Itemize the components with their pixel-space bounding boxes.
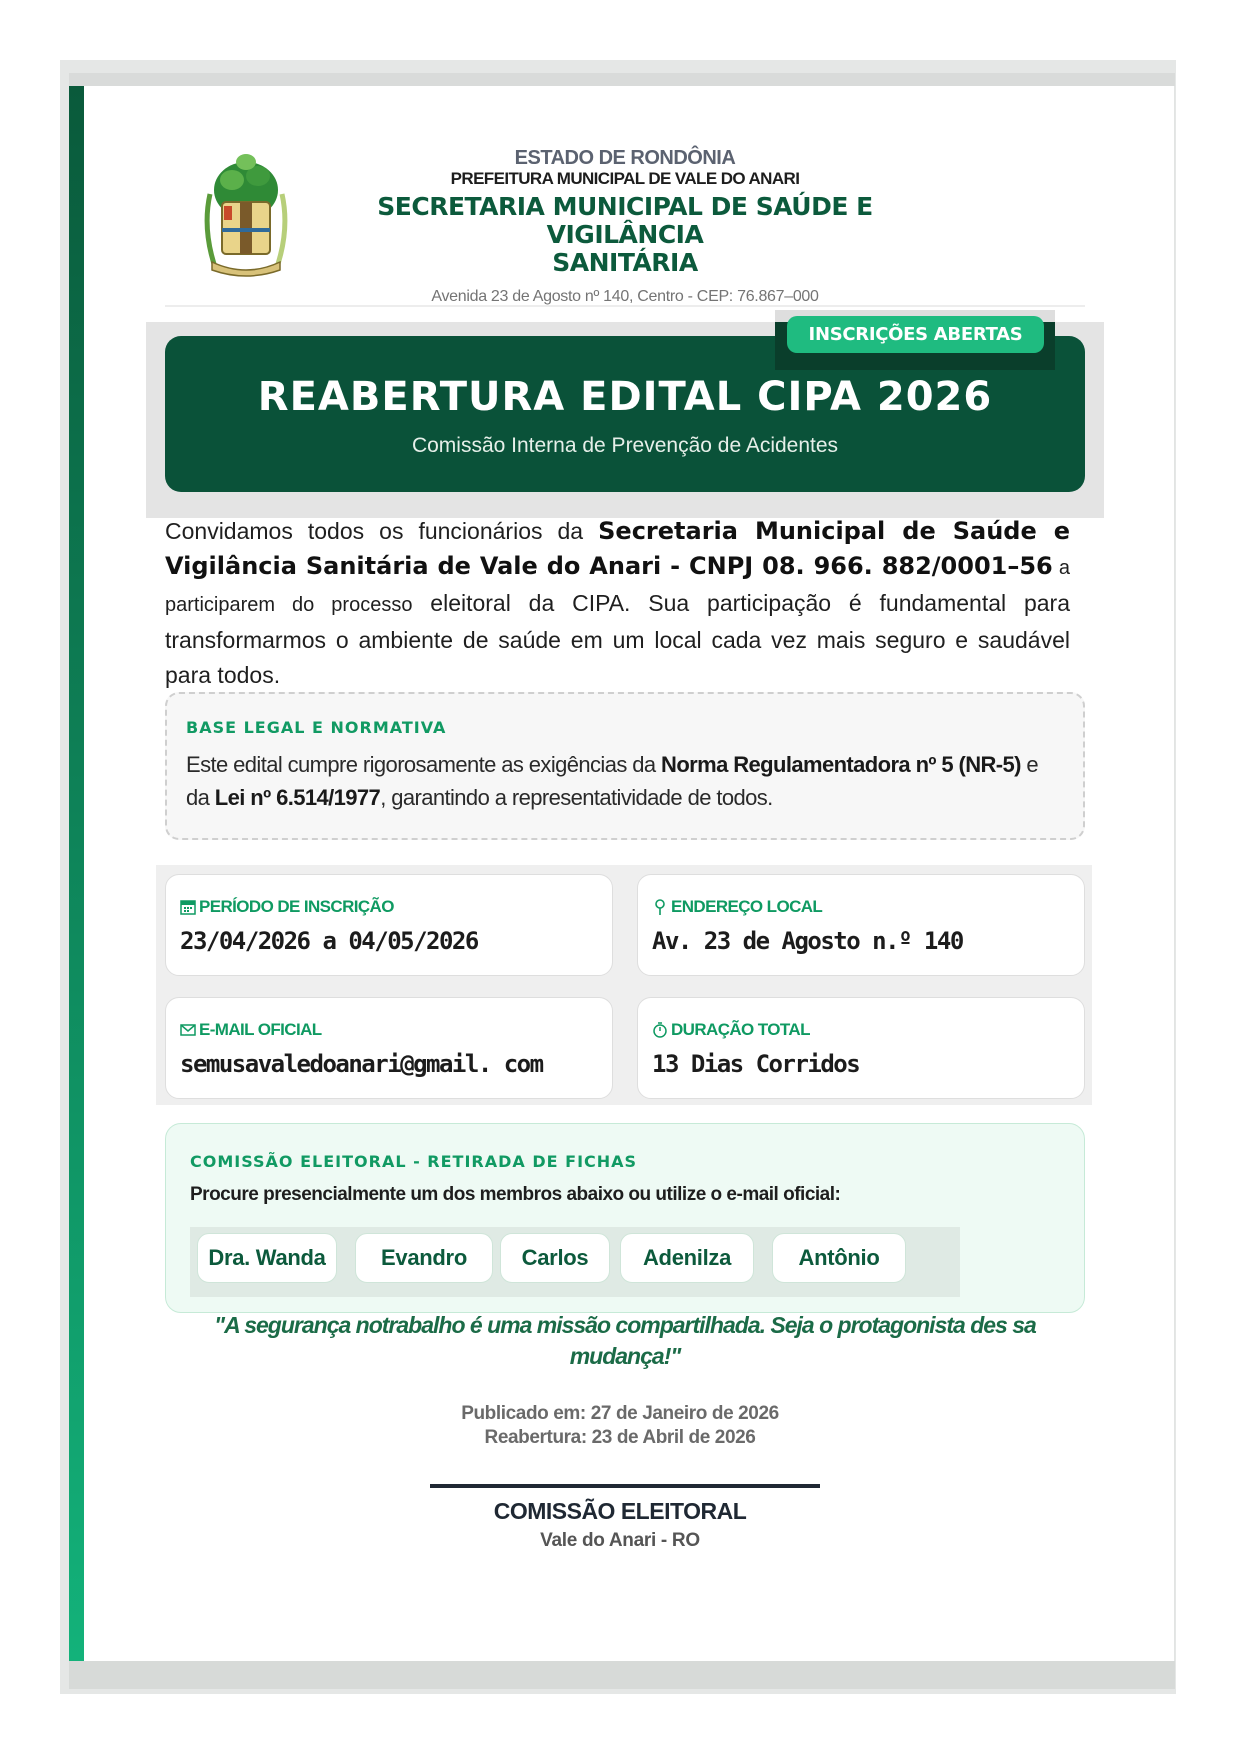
duration-label: DURAÇÃO TOTAL (671, 1020, 810, 1039)
calendar-icon (180, 899, 196, 915)
legal-law: Lei nº 6.514/1977 (214, 785, 381, 810)
signature-name: COMISSÃO ELEITORAL (493, 1498, 747, 1524)
map-pin-icon (652, 899, 668, 915)
member-pill: Antônio (772, 1233, 906, 1283)
email-value: semusavaledoanari@gmail. com (180, 1050, 543, 1078)
member-pill: Carlos (500, 1233, 610, 1283)
envelope-icon (180, 1022, 196, 1038)
member-list (190, 1227, 960, 1297)
duration-value: 13 Dias Corridos (652, 1050, 860, 1078)
intro-lead: Convidamos todos os funcionários da (165, 518, 599, 544)
legal-text (186, 748, 1046, 814)
commission-instruction: Procure presencialmente um dos membros abaixo ou utilize o e-mail oficial: (190, 1184, 841, 1205)
banner-subtitle: Comissão Interna de Prevenção de Acidentes (411, 434, 839, 457)
reopening-date: Reabertura: 23 de Abril de 2026 (484, 1427, 756, 1448)
publication-dates (380, 1402, 860, 1450)
period-label: PERÍODO DE INSCRIÇÃO (199, 897, 394, 916)
state-name: ESTADO DE RONDÔNIA (514, 147, 736, 169)
legal-text-a: Este edital cumpre rigorosamente as exigências da (186, 752, 662, 777)
location-label-row (652, 897, 822, 917)
header-divider (165, 305, 1085, 307)
status-badge: INSCRIÇÕES ABERTAS (787, 316, 1044, 353)
commission-box (165, 1123, 1085, 1313)
email-card (165, 997, 613, 1099)
prefecture-name: PREFEITURA MUNICIPAL DE VALE DO ANARI (450, 169, 800, 188)
period-label-row (180, 897, 394, 917)
motivational-quote: "A segurança notrabalho é uma missão compartilhada. Seja o protagonista des sa mudança!" (214, 1312, 1036, 1369)
document-header (300, 147, 950, 307)
banner-title: REABERTURA EDITAL CIPA 2026 (257, 374, 993, 420)
member-pill: Evandro (355, 1233, 493, 1283)
signature-city: Vale do Anari - RO (540, 1530, 700, 1551)
email-label: E-MAIL OFICIAL (199, 1020, 322, 1039)
period-value: 23/04/2026 a 04/05/2026 (180, 927, 478, 955)
member-pill: Adenilza (620, 1233, 754, 1283)
legal-text-c: , garantindo a representatividade de todos. (380, 785, 773, 810)
period-card (165, 874, 613, 976)
stopwatch-icon (652, 1022, 668, 1038)
page-top-band (69, 73, 1175, 86)
left-accent-bar (69, 86, 84, 1661)
intro-small: a participarem do processo (165, 557, 1071, 616)
location-label: ENDEREÇO LOCAL (671, 897, 823, 916)
email-label-row (180, 1020, 322, 1040)
signature-line (430, 1484, 820, 1488)
intro-organization: Secretaria Municipal de Saúde e Vigilância Sanitária de Vale do Anari - CNPJ 08. 966. 882/0001–56 (165, 517, 1071, 580)
secretariat-name-line2: SANITÁRIA (552, 248, 698, 277)
address: Avenida 23 de Agosto nº 140, Centro - CEP: 76.867–000 (431, 288, 819, 305)
legal-basis-box (165, 692, 1085, 840)
page-bottom-band (69, 1661, 1175, 1689)
duration-card (637, 997, 1085, 1099)
intro-rest: eleitoral da CIPA. Sua participação é fundamental para transformarmos o ambiente de saúde em um local cada vez mais seguro e saudável para todos. (165, 590, 1070, 688)
location-card (637, 874, 1085, 976)
location-value: Av. 23 de Agosto n.º 140 (652, 927, 963, 955)
duration-label-row (652, 1020, 810, 1040)
legal-norm: Norma Regulamentadora nº 5 (NR-5) (661, 752, 1021, 777)
published-date: Publicado em: 27 de Janeiro de 2026 (461, 1403, 779, 1424)
legal-text-b: e da (186, 752, 1039, 810)
intro-paragraph (165, 514, 1070, 693)
member-pill: Dra. Wanda (197, 1233, 337, 1283)
secretariat-name-line1: SECRETARIA MUNICIPAL DE SAÚDE E VIGILÂNCIA (377, 192, 873, 249)
municipal-coat-of-arms-icon (196, 150, 296, 280)
legal-heading: BASE LEGAL E NORMATIVA (186, 718, 447, 737)
commission-heading: COMISSÃO ELEITORAL - RETIRADA DE FICHAS (190, 1152, 638, 1171)
